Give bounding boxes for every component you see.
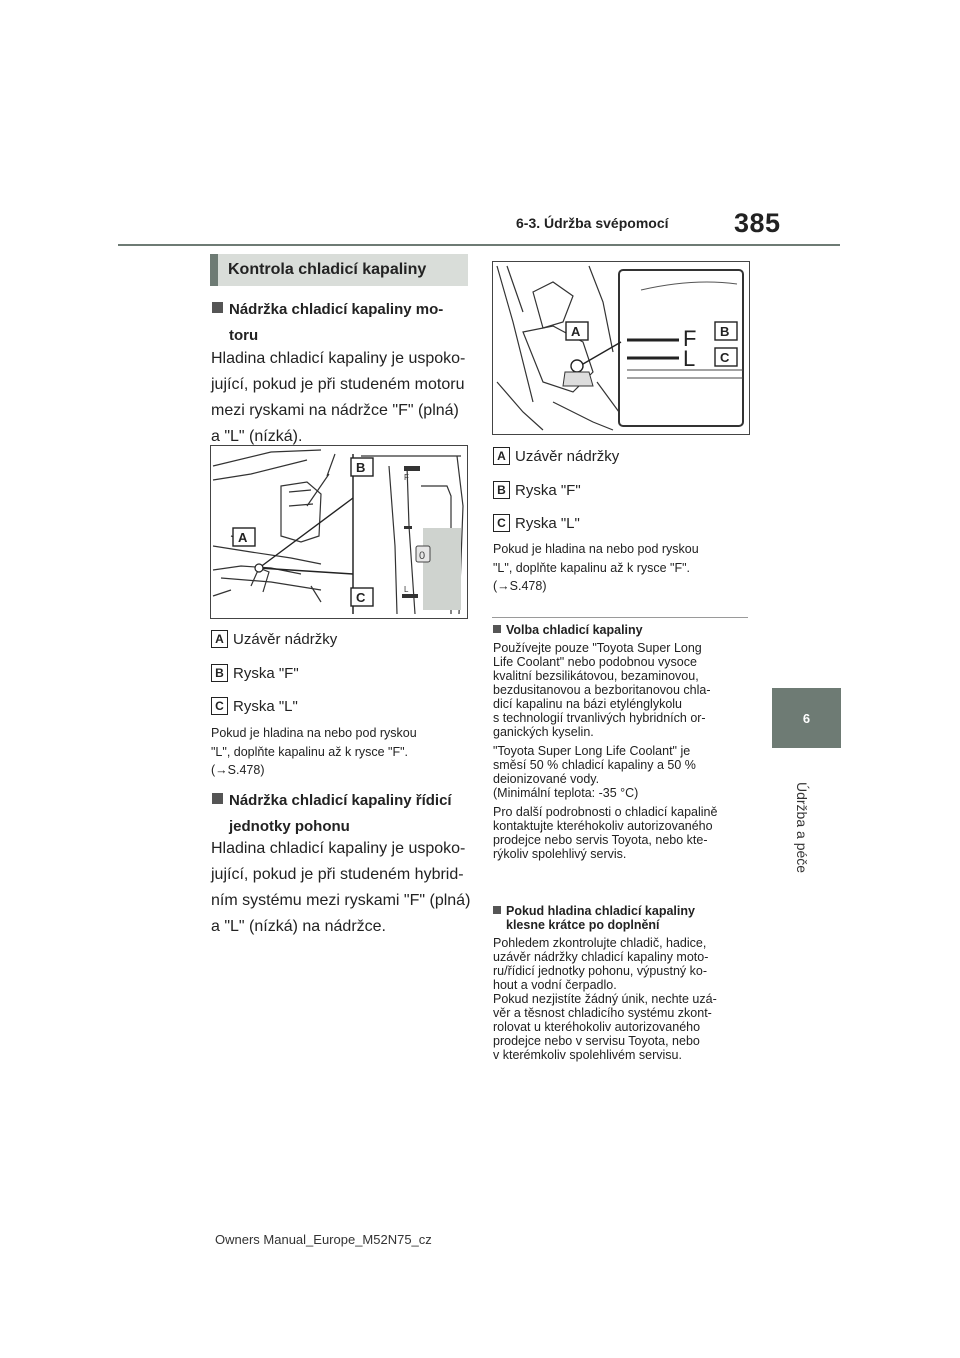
legend2-item-b: B Ryska "F": [493, 481, 581, 499]
header-divider: [118, 244, 840, 246]
legend-item-a: A Uzávěr nádržky: [211, 630, 337, 648]
square-bullet-icon: [212, 302, 223, 313]
info-divider: [492, 617, 748, 618]
footer-document-id: Owners Manual_Europe_M52N75_cz: [215, 1232, 432, 1247]
fig2-l-mark: L: [683, 346, 696, 371]
engine-coolant-reservoir-figure: [210, 445, 468, 619]
fig-cap-zero-label: 0: [419, 550, 426, 562]
chapter-tab: 6: [772, 688, 841, 748]
fig2-label-b: B: [720, 324, 730, 339]
subheading-engine-reservoir: Nádržka chladicí kapaliny mo- toru: [212, 297, 470, 349]
fig-l-mark: L: [404, 585, 409, 594]
legend2-item-c: C Ryska "L": [493, 514, 580, 532]
square-bullet-icon: [493, 625, 501, 633]
fig-label-b: B: [356, 460, 366, 475]
legend2-item-a: A Uzávěr nádržky: [493, 447, 619, 465]
fig2-label-c: C: [720, 350, 730, 365]
info1-heading: Volba chladicí kapaliny: [493, 622, 755, 638]
section-heading: Kontrola chladicí kapaliny: [210, 254, 468, 286]
fig-label-c: C: [356, 590, 366, 605]
paragraph-pcu-coolant: Hladina chladicí kapaliny je uspoko- jující, pokud je při studeném hybrid- ním systému mezi ryskami "F" (plná) a "L" (nízká) na nádržce.: [211, 840, 471, 935]
pcu-bay-illustration: [493, 262, 749, 434]
pcu-coolant-reservoir-figure: [492, 261, 750, 435]
fig2-f-mark: F: [683, 326, 697, 351]
fig-label-a: A: [238, 530, 248, 545]
legend-item-b: B Ryska "F": [211, 664, 299, 682]
chapter-title-vertical: Údržba a péče: [794, 782, 810, 874]
square-bullet-icon: [212, 793, 223, 804]
note-refill: Pokud je hladina na nebo pod ryskou "L", doplňte kapalinu až k rysce "F". (→S.478): [211, 726, 417, 777]
info2-heading: Pokud hladina chladicí kapaliny klesne krátce po doplnění: [493, 904, 755, 932]
paragraph-engine-coolant: Hladina chladicí kapaliny je uspoko- jující, pokud je při studeném motoru mezi ryskami na nádržce "F" (plná) a "L" (nízká).: [211, 350, 466, 445]
legend-item-c: C Ryska "L": [211, 697, 298, 715]
fig-f-mark: F: [404, 473, 409, 482]
info-level-drops: Pokud hladina chladicí kapaliny klesne krátce po doplnění Pohledem zkontrolujte chladič, hadice, uzávěr nádržky chladicí kapaliny moto- ru/řídicí jednotky pohonu, výpustný ko- hout a vodní čerpadlo. Pokud nezjistíte žádný únik, nechte uzá- věr a těsnost chladicího systému zkont- rolovat u kteréhokoliv autorizovaného prodejce nebo v servisu Toyota, nebo v kterémkoliv spolehlivém servisu.: [493, 904, 755, 1062]
engine-bay-illustration: [211, 446, 467, 618]
info-coolant-selection: Volba chladicí kapaliny Používejte pouze "Toyota Super Long Life Coolant" nebo podobnou vysoce kvalitní bezsilikátovou, bezaminovou, bezdusitanovou a bezboritanovou chla- dicí kapalinu na bázi etylénglykolu s technologií trvanlivých hybridních or- ganických kyselin. "Toyota Super Long Life Coolant" je směsí 50 % chladicí kapaliny a 50 % deionizované vody. (Minimální teplota: -35 °C) Pro další podrobnosti o chladicí kapalině kontaktujte kteréhokoliv autorizovaného prodejce nebo servis Toyota, nebo kte- rýkoliv spolehlivý servis.: [493, 622, 755, 861]
header-section-title: 6-3. Údržba svépomocí: [516, 215, 669, 231]
subheading-pcu-reservoir: Nádržka chladicí kapaliny řídicí jednotky pohonu: [212, 788, 472, 840]
note2-refill: Pokud je hladina na nebo pod ryskou "L", doplňte kapalinu až k rysce "F". (→S.478): [493, 542, 699, 593]
page-number: 385: [734, 208, 781, 238]
square-bullet-icon: [493, 906, 501, 914]
fig2-label-a: A: [571, 324, 581, 339]
